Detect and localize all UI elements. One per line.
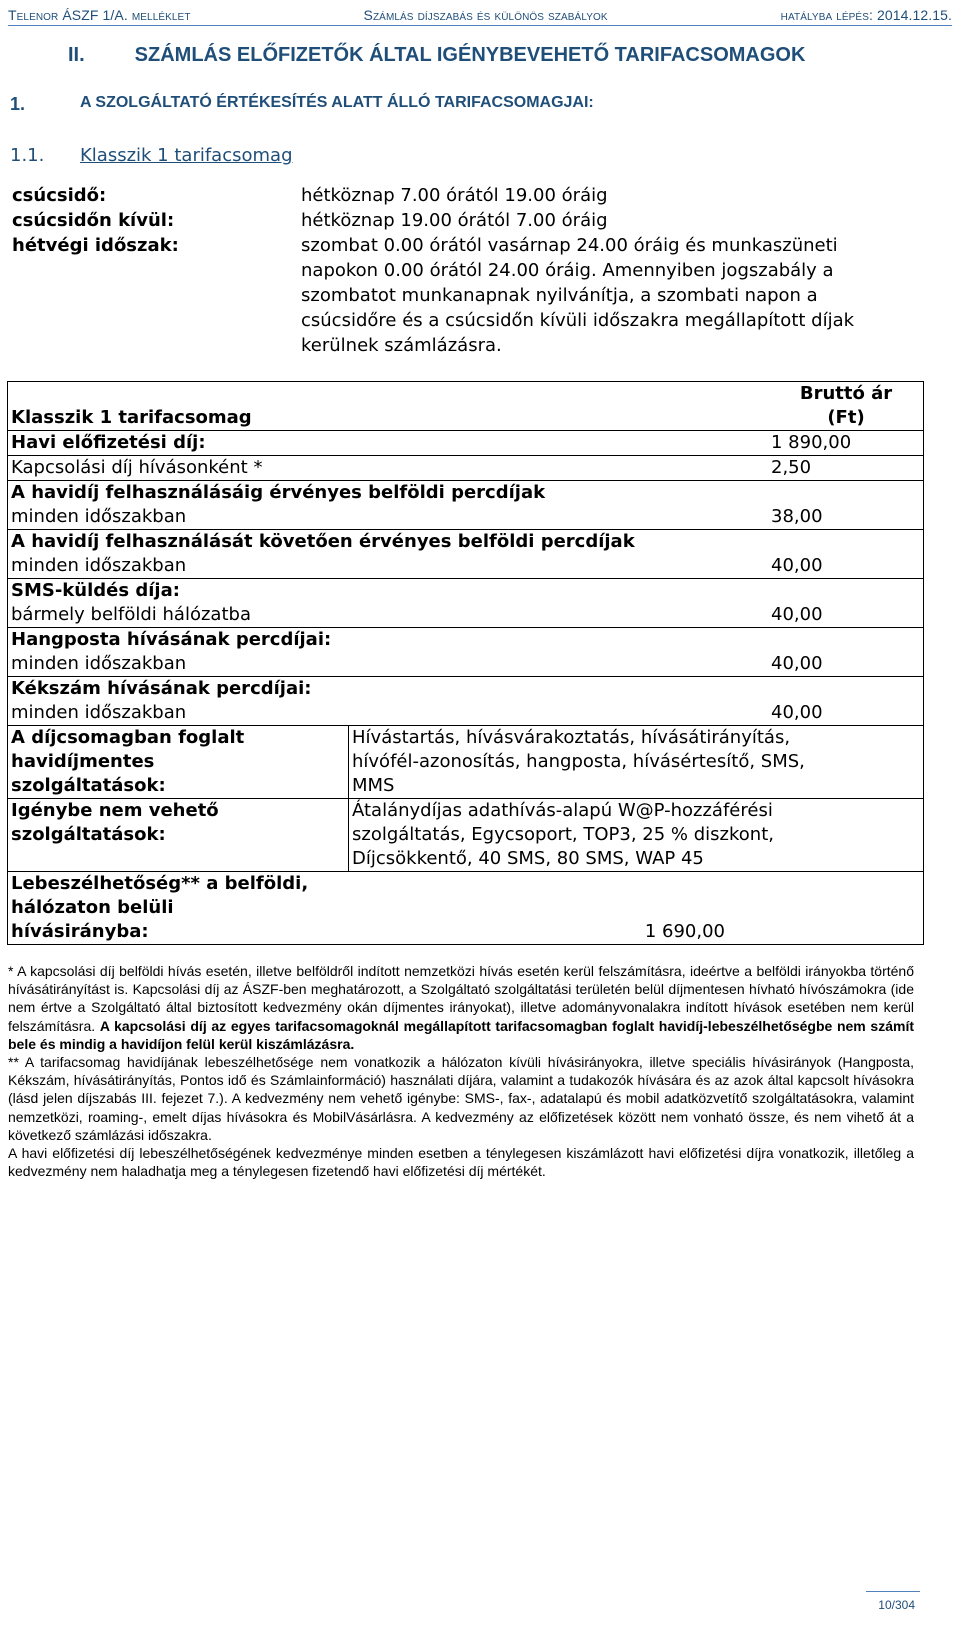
talk-time-empty [763, 872, 924, 945]
not-available-label-line: Igénybe nem vehető [11, 800, 219, 821]
included-label-line: havidíjmentes [11, 751, 155, 772]
included-value-line: MMS [352, 775, 395, 796]
talk-time-value: 1 690,00 [644, 921, 725, 942]
row-label: SMS-küldés díja: [11, 580, 180, 601]
table-row [8, 456, 924, 481]
row-price: 40,00 [763, 579, 924, 628]
header-right: hatályba lépés: 2014.12.15. [780, 7, 952, 23]
subsubsection-title: Klasszik 1 tarifacsomag [80, 145, 293, 166]
talk-time-label [11, 872, 308, 944]
included-services-row [8, 726, 924, 799]
row-sublabel: minden időszakban [11, 702, 187, 723]
section-title: SZÁMLÁS ELŐFIZETŐK ÁLTAL IGÉNYBEVEHETŐ TARIFACSOMAGOK [134, 44, 806, 66]
table-header-name: Klasszik 1 tarifacsomag [8, 382, 764, 431]
not-available-value-line: Díjcsökkentő, 40 SMS, 80 SMS, WAP 45 [352, 848, 704, 869]
header-price-line2: (Ft) [827, 407, 865, 428]
header-price-line1: Bruttó ár [799, 383, 893, 404]
time-period-values [301, 183, 931, 358]
offpeak-label: csúcsidőn kívül: [12, 210, 175, 231]
not-available-value-line: szolgáltatás, Egycsoport, TOP3, 25 % diszkont, [352, 824, 774, 845]
section-number: II. [68, 44, 85, 66]
row-label: A havidíj felhasználását követően érvényes belföldi percdíjak [11, 531, 635, 552]
subsection-title: A SZOLGÁLTATÓ ÉRTÉKESÍTÉS ALATT ÁLLÓ TARIFACSOMAGJAI: [80, 94, 594, 111]
row-label: Kapcsolási díj hívásonként * [8, 456, 764, 481]
talk-time-label-line: hálózaton belüli [11, 897, 174, 918]
time-period-line: napokon 0.00 órától 24.00 óráig. Amennyiben jogszabály a [301, 260, 834, 281]
header-left: Telenor ÁSZF 1/A. melléklet [8, 7, 191, 23]
row-label-cell [8, 481, 764, 530]
row-label-cell [8, 628, 764, 677]
row-price: 2,50 [763, 456, 924, 481]
subsection-heading [10, 94, 594, 115]
time-period-line: hétköznap 19.00 órától 7.00 óráig [301, 210, 608, 231]
subsubsection-number: 1.1. [10, 145, 45, 166]
row-sublabel: minden időszakban [11, 653, 187, 674]
time-period-labels [12, 183, 292, 258]
talk-time-row [8, 872, 924, 945]
row-price: 40,00 [763, 530, 924, 579]
section-heading [68, 44, 805, 67]
subsubsection-heading [10, 145, 293, 166]
page-number-rule [866, 1591, 920, 1592]
footnote-2: ** A tarifacsomag havidíjának lebeszélhetősége nem vonatkozik a hálózaton kívüli hívásirányokra, illetve speciális hívásirányok (Hangposta, Kékszám, hívásátirányítás, Pontos idő és Számlainformáció) használati díjára, valamint a tudakozók hívására és az azok által kapcsolt hívásokra (lásd jelen díjszabás III. fejezet 7.). A kedvezmény nem vehető igénybe: SMS-, fax-, adatalapú és mobil adatközvetítő szolgáltatásokra, valamint nemzetközi, roaming-, emelt díjas hívásokra és MobilVásárlásra. A kedvezmény az előfizetések között nem vonható össze, és nem vihető át a következő számlázási időszakra. [8, 1054, 914, 1143]
subsection-number: 1. [10, 94, 26, 114]
row-price: 38,00 [763, 481, 924, 530]
row-label-cell [8, 677, 764, 726]
not-available-label-line: szolgáltatások: [11, 824, 166, 845]
time-period-line: szombatot munkanapnak nyilvánítja, a szombati napon a [301, 285, 818, 306]
not-available-value-line: Átalánydíjas adathívás-alapú W@P-hozzáférési [352, 800, 773, 821]
tariff-table [7, 381, 924, 945]
talk-time-label-line: Lebeszélhetőség** a belföldi, [11, 873, 309, 894]
time-period-line: szombat 0.00 órától vasárnap 24.00 óráig és munkaszüneti [301, 235, 838, 256]
row-price: 40,00 [763, 677, 924, 726]
row-sublabel: minden időszakban [11, 555, 187, 576]
row-sublabel: bármely belföldi hálózatba [11, 604, 251, 625]
table-row [8, 431, 924, 456]
not-available-row [8, 799, 924, 872]
time-period-line: csúcsidőre és a csúcsidőn kívüli időszakra megállapított díjak [301, 310, 855, 331]
table-row [8, 530, 924, 579]
row-price: 1 890,00 [763, 431, 924, 456]
table-header-row [8, 382, 924, 431]
weekend-label: hétvégi időszak: [12, 235, 179, 256]
table-row [8, 677, 924, 726]
footnote-1 [8, 962, 914, 1053]
row-sublabel: minden időszakban [11, 506, 187, 527]
included-label-line: A díjcsomagban foglalt [11, 727, 245, 748]
row-label: Havi előfizetési díj: [8, 431, 764, 456]
time-period-line: hétköznap 7.00 órától 19.00 óráig [301, 185, 608, 206]
header-center: Számlás díjszabás és különös szabályok [363, 7, 608, 23]
peak-label: csúcsidő: [12, 185, 107, 206]
included-label [8, 726, 349, 799]
row-price: 40,00 [763, 628, 924, 677]
row-label: Hangposta hívásának percdíjai: [11, 629, 332, 650]
footnote-1-text: * A kapcsolási díj belföldi hívás esetén, illetve belföldről indított nemzetközi hívás esetén kerül felszámításra, ideértve a belföldi irányokba történő hívásátirányítást is. Kapcsolási díj az ÁSZF-ben meghatározott, a Szolgáltató szolgáltatási területén belül díjmentesen hívható hívószámokra (ide nem értve a Szolgáltató által biztosított kedvezmény okán díjmentes irányokat), illetve adományvonalakra indított hívások esetében nem kerül felszámításra. [8, 963, 914, 1034]
row-label-cell [8, 579, 764, 628]
footnotes [8, 962, 914, 1180]
included-value-line: Hívástartás, hívásvárakoztatás, hívásátirányítás, [352, 727, 791, 748]
footnote-3: A havi előfizetési díj lebeszélhetőségének kedvezménye minden esetben a ténylegesen kiszámlázott havi előfizetési díjra vonatkozik, illetőleg a kedvezmény nem haladhatja meg a ténylegesen fizetendő havi előfizetési díj mértékét. [8, 1145, 914, 1180]
table-row [8, 579, 924, 628]
talk-time-label-cell [8, 872, 764, 945]
table-row [8, 481, 924, 530]
table-header-price [763, 382, 924, 431]
row-label: Kékszám hívásának percdíjai: [11, 678, 312, 699]
page-number: 10/304 [878, 1598, 915, 1612]
page-header [8, 7, 952, 26]
not-available-value [349, 799, 924, 872]
footnote-1-bold: A kapcsolási díj az egyes tarifacsomagoknál megállapított tarifacsomagban foglalt havidíj-lebeszélhetőségbe nem számít bele és mindig a havidíjon felül kerül kiszámlázásra. [8, 1017, 915, 1052]
row-label: A havidíj felhasználásáig érvényes belföldi percdíjak [11, 482, 546, 503]
included-value [349, 726, 924, 799]
talk-time-label-line: hívásirányba: [11, 921, 149, 942]
included-value-line: hívófél-azonosítás, hangposta, hívásértesítő, SMS, [352, 751, 805, 772]
table-row [8, 628, 924, 677]
row-label-cell [8, 530, 764, 579]
not-available-label [8, 799, 349, 872]
time-period-line: kerülnek számlázásra. [301, 335, 502, 356]
included-label-line: szolgáltatások: [11, 775, 166, 796]
